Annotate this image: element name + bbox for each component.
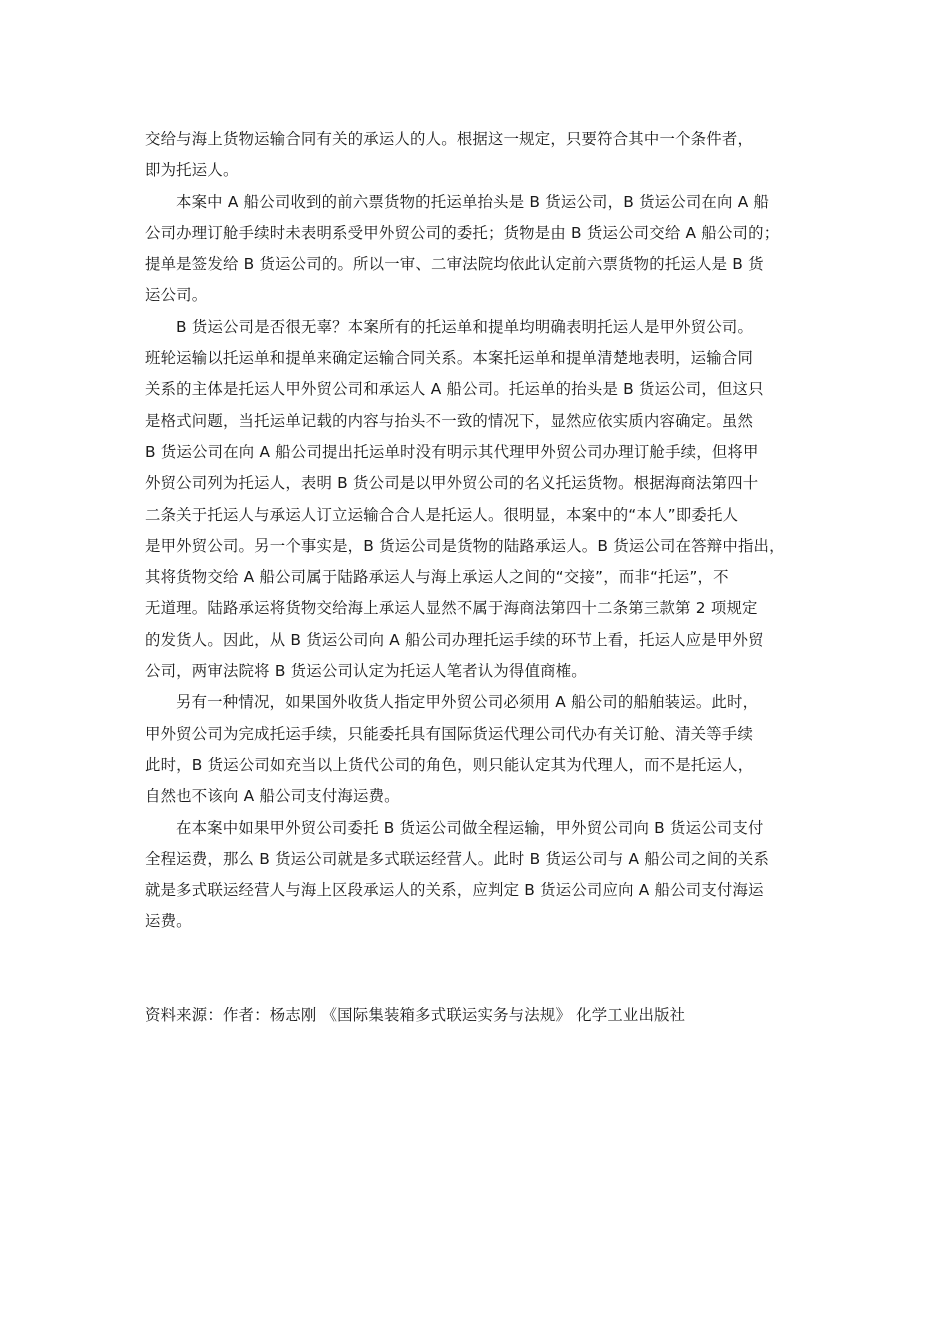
paragraph-3-line-1: B 货运公司是否很无辜？本案所有的托运单和提单均明确表明托运人是甲外贸公司。 [176, 317, 754, 336]
section-spacer [145, 938, 813, 1000]
paragraph-3-line-11: 的发货人。因此，从 B 货运公司向 A 船公司办理托运手续的环节上看，托运人应是甲外贸 [145, 630, 764, 649]
paragraph-3-line-12: 公司，两审法院将 B 货运公司认定为托运人笔者认为得值商榷。 [145, 662, 587, 681]
paragraph-3-line-9: 其将货物交给 A 船公司属于陆路承运人与海上承运人之间的“交接”，而非“托运”，不 [145, 568, 729, 587]
paragraph-3-line-4: 是格式问题，当托运单记载的内容与抬头不一致的情况下，显然应依实质内容确定。虽然 [145, 411, 754, 430]
paragraph-5-line-3: 就是多式联运经营人与海上区段承运人的关系，应判定 B 货运公司应向 A 船公司支付海运 [145, 881, 764, 900]
paragraph-3-line-5: B 货运公司在向 A 船公司提出托运单时没有明示其代理甲外贸公司办理订舱手续，但将甲 [145, 442, 759, 461]
paragraph-5-line-1: 在本案中如果甲外贸公司委托 B 货运公司做全程运输，甲外贸公司向 B 货运公司支付 [176, 818, 764, 837]
paragraph-4-line-1: 另有一种情况，如果国外收货人指定甲外贸公司必须用 A 船公司的船舶装运。此时， [176, 693, 759, 712]
paragraph-1-line-2: 即为托运人。 [145, 161, 239, 180]
paragraph-1-line-1: 交给与海上货物运输合同有关的承运人的人。根据这一规定，只要符合其中一个条件者， [145, 130, 754, 148]
paragraph-3-line-7: 二条关于托运人与承运人订立运输合合人是托运人。很明显，本案中的“本人”即委托人 [145, 505, 739, 524]
paragraph-5-line-4: 运费。 [145, 912, 192, 931]
document-body [145, 124, 813, 1031]
paragraph-2-line-3: 提单是签发给 B 货运公司的。所以一审、二审法院均依此认定前六票货物的托运人是 B 货 [145, 255, 764, 274]
paragraph-3-line-6: 外贸公司列为托运人，表明 B 货公司是以甲外贸公司的名义托运货物。根据海商法第四十 [145, 474, 759, 493]
paragraph-2-line-2: 公司办理订舱手续时未表明系受甲外贸公司的委托；货物是由 B 货运公司交给 A 船公司的； [145, 223, 780, 242]
paragraph-4-line-3: 此时，B 货运公司如充当以上货代公司的角色，则只能认定其为代理人，而不是托运人， [145, 755, 754, 774]
paragraph-5-line-2: 全程运费，那么 B 货运公司就是多式联运经营人。此时 B 货运公司与 A 船公司之间的关系 [145, 849, 770, 868]
source-citation: 资料来源：作者：杨志刚 《国际集装箱多式联运实务与法规》 化学工业出版社 [145, 1005, 686, 1024]
paragraph-3-line-2: 班轮运输以托运单和提单来确定运输合同关系。本案托运单和提单清楚地表明，运输合同 [145, 349, 754, 368]
paragraph-3-line-10: 无道理。陆路承运将货物交给海上承运人显然不属于海商法第四十二条第三款第 2 项规定 [145, 599, 758, 618]
paragraph-3-line-8: 是甲外贸公司。另一个事实是，B 货运公司是货物的陆路承运人。B 货运公司在答辩中指出， [145, 536, 785, 555]
paragraph-4-line-2: 甲外贸公司为完成托运手续，只能委托具有国际货运代理公司代办有关订舱、清关等手续 [145, 724, 754, 743]
paragraph-3-line-3: 关系的主体是托运人甲外贸公司和承运人 A 船公司。托运单的抬头是 B 货运公司，但这只 [145, 380, 764, 399]
paragraph-4-line-4: 自然也不该向 A 船公司支付海运费。 [145, 787, 400, 806]
paragraph-2-line-4: 运公司。 [145, 286, 208, 305]
paragraph-2-line-1: 本案中 A 船公司收到的前六票货物的托运单抬头是 B 货运公司，B 货运公司在向 A 船 [176, 192, 770, 211]
